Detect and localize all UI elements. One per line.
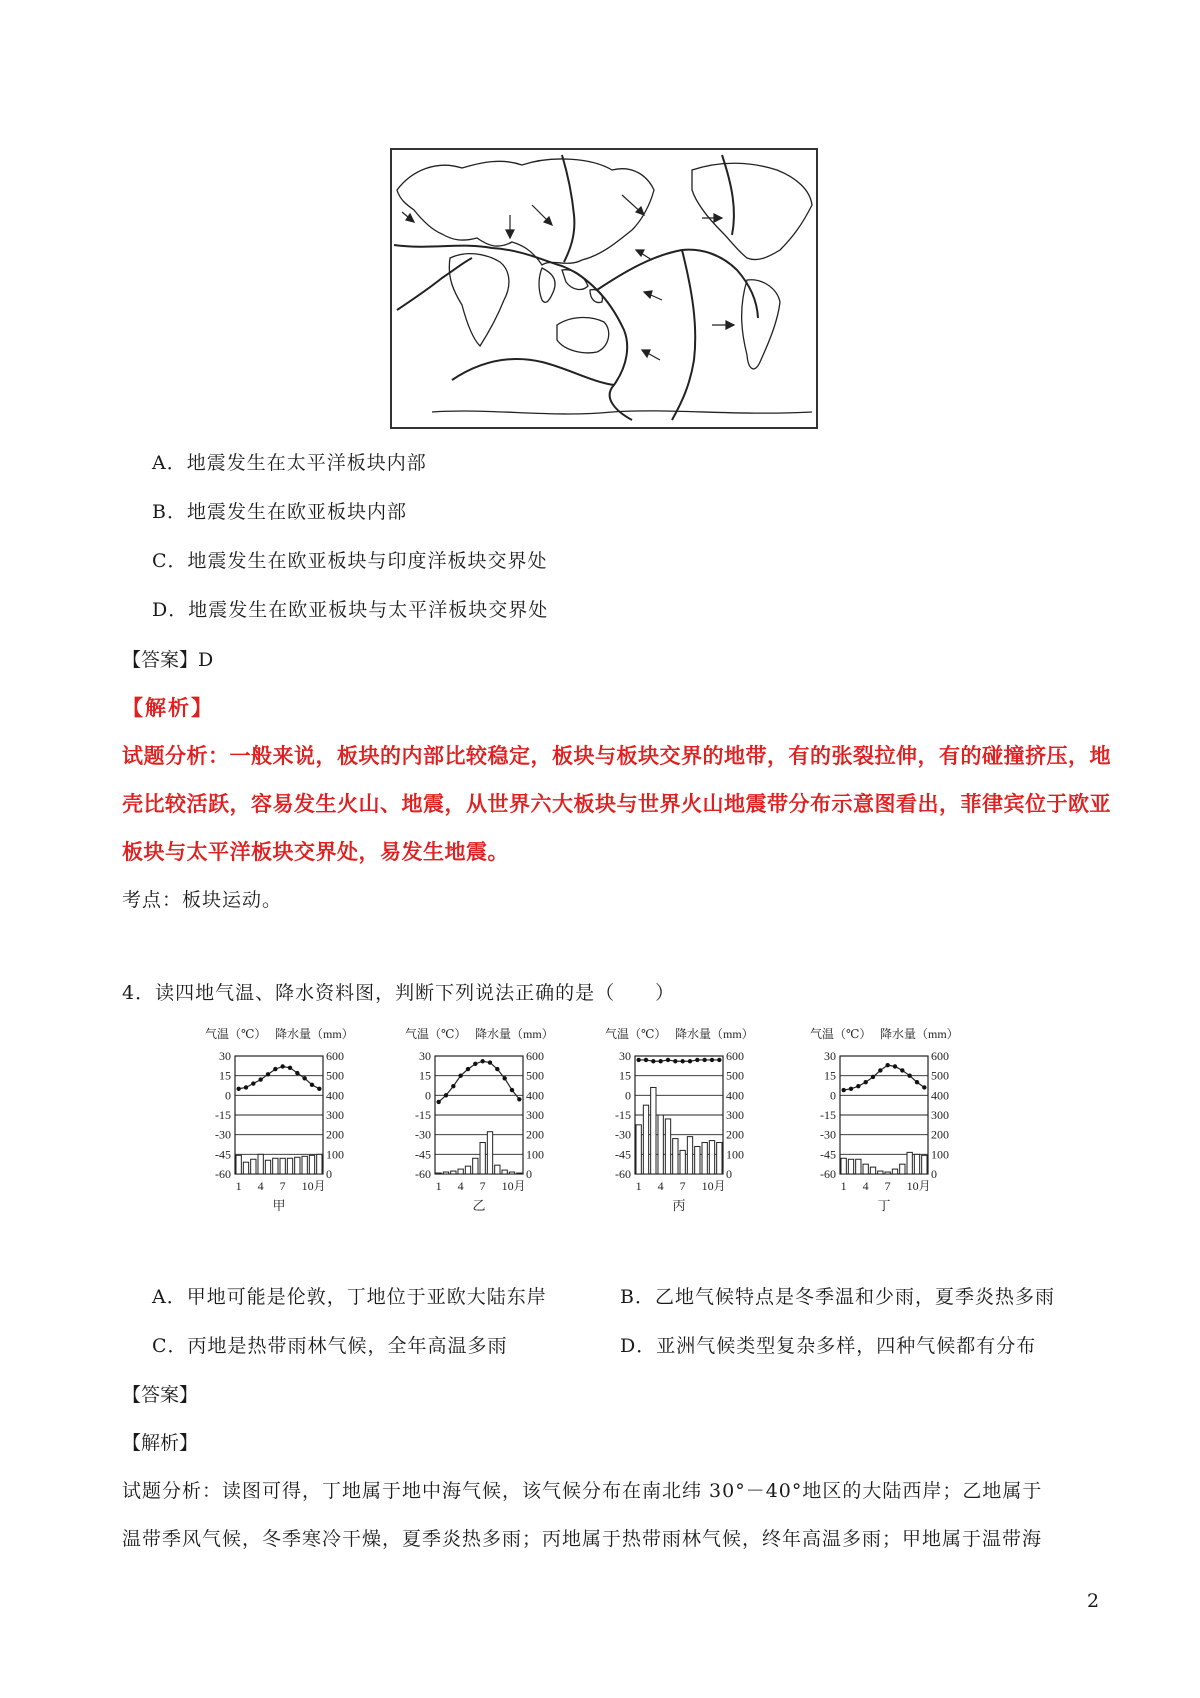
precipitation-bar <box>885 1172 890 1174</box>
month-tick-label: 10月 <box>501 1179 526 1193</box>
precipitation-bar <box>443 1172 448 1174</box>
temperature-point <box>885 1063 889 1067</box>
precipitation-bar <box>317 1154 322 1174</box>
temperature-point <box>302 1076 306 1080</box>
precipitation-bar <box>480 1143 485 1174</box>
q3-analysis-line-1: 试题分析：一般来说，板块的内部比较稳定，板块与板块交界的地带，有的张裂拉伸，有的碰撞挤压，地 <box>122 744 1111 768</box>
q4-analysis-line-1: 试题分析：读图可得，丁地属于地中海气候，该气候分布在南北纬 30°－40°地区的大陆西岸；乙地属于 <box>122 1480 1043 1502</box>
precipitation-bar <box>502 1170 507 1174</box>
temperature-tick-label: 0 <box>425 1088 431 1103</box>
temperature-tick-label: 0 <box>225 1088 231 1103</box>
temperature-tick-label: 15 <box>219 1068 231 1083</box>
temperature-line <box>239 1066 320 1088</box>
precipitation-bar <box>243 1162 248 1174</box>
temperature-point <box>244 1085 248 1089</box>
precipitation-bar <box>856 1159 861 1174</box>
precipitation-bar <box>878 1171 883 1174</box>
temperature-point <box>436 1100 440 1104</box>
chart-title: 乙 <box>472 1198 486 1213</box>
precipitation-bar <box>709 1141 714 1174</box>
precipitation-bar <box>665 1119 670 1174</box>
precipitation-tick-label: 400 <box>726 1088 744 1103</box>
month-tick-label: 4 <box>657 1179 664 1193</box>
temperature-axis-title: 气温（℃） <box>810 1027 872 1041</box>
temperature-tick-label: -60 <box>415 1167 431 1181</box>
precipitation-bar <box>265 1160 270 1174</box>
precipitation-bar <box>907 1152 912 1174</box>
temperature-point <box>495 1067 499 1071</box>
precipitation-bar <box>280 1158 285 1174</box>
temperature-tick-label: 15 <box>419 1068 431 1083</box>
temperature-tick-label: -45 <box>615 1147 631 1162</box>
temperature-tick-label: 0 <box>625 1088 631 1103</box>
temperature-point <box>680 1059 684 1063</box>
month-tick-label: 10月 <box>701 1179 726 1193</box>
q3-option-a: A．地震发生在太平洋板块内部 <box>152 452 427 474</box>
temperature-point <box>473 1062 477 1066</box>
q3-option-d: D．地震发生在欧亚板块与太平洋板块交界处 <box>152 599 549 621</box>
temperature-point <box>915 1080 919 1084</box>
temperature-point <box>841 1088 845 1092</box>
precipitation-tick-label: 500 <box>526 1068 544 1083</box>
temperature-tick-label: 30 <box>419 1049 431 1063</box>
precipitation-bar <box>643 1105 648 1174</box>
precipitation-bar <box>658 1115 663 1174</box>
temperature-point <box>717 1058 721 1062</box>
q3-analysis-line-3: 板块与太平洋板块交界处，易发生地震。 <box>122 840 509 864</box>
precipitation-tick-label: 300 <box>931 1108 949 1122</box>
precipitation-bar <box>287 1158 292 1174</box>
precipitation-tick-label: 100 <box>931 1147 949 1162</box>
precipitation-tick-label: 400 <box>931 1088 949 1103</box>
temperature-tick-label: 30 <box>619 1049 631 1063</box>
temperature-line <box>639 1060 720 1061</box>
temperature-axis-title: 气温（℃） <box>605 1027 667 1041</box>
q3-analysis-line-2: 壳比较活跃，容易发生火山、地震，从世界六大板块与世界火山地震带分布示意图看出，菲律宾位于欧亚 <box>122 792 1111 816</box>
precipitation-bar <box>848 1159 853 1174</box>
temperature-point <box>702 1058 706 1062</box>
q3-answer: 【答案】D <box>122 649 214 671</box>
temperature-point <box>893 1064 897 1068</box>
temperature-axis-title: 气温（℃） <box>405 1027 467 1041</box>
month-tick-label: 1 <box>840 1179 847 1193</box>
temperature-tick-label: 15 <box>824 1068 836 1083</box>
temperature-tick-label: -60 <box>615 1167 631 1181</box>
q4-option-c: C．丙地是热带雨林气候，全年高温多雨 <box>152 1335 508 1357</box>
precipitation-bar <box>900 1164 905 1174</box>
q4-analysis-line-2: 温带季风气候，冬季寒冷干燥，夏季炎热多雨；丙地属于热带雨林气候，终年高温多雨；甲地属于温带海 <box>122 1528 1043 1550</box>
precipitation-bar <box>717 1143 722 1174</box>
chart-title: 丁 <box>877 1198 891 1213</box>
month-tick-label: 7 <box>679 1179 686 1193</box>
temperature-tick-label: 30 <box>824 1049 836 1063</box>
temperature-axis-title: 气温（℃） <box>205 1027 267 1041</box>
temperature-point <box>666 1058 670 1062</box>
precipitation-tick-label: 300 <box>726 1108 744 1122</box>
temperature-point <box>258 1077 262 1081</box>
precipitation-bar <box>451 1171 456 1174</box>
q3-option-c: C．地震发生在欧亚板块与印度洋板块交界处 <box>152 550 548 572</box>
temperature-tick-label: -30 <box>820 1127 836 1142</box>
temperature-point <box>651 1059 655 1063</box>
precipitation-bar <box>870 1167 875 1174</box>
precipitation-bar <box>465 1166 470 1174</box>
temperature-point <box>266 1072 270 1076</box>
temperature-point <box>273 1067 277 1071</box>
precipitation-bar <box>687 1137 692 1174</box>
temperature-point <box>295 1071 299 1075</box>
precipitation-tick-label: 400 <box>326 1088 344 1103</box>
month-tick-label: 7 <box>279 1179 286 1193</box>
q4-option-b: B．乙地气候特点是冬季温和少雨，夏季炎热多雨 <box>620 1286 1055 1308</box>
temperature-point <box>863 1080 867 1084</box>
temperature-tick-label: -60 <box>215 1167 231 1181</box>
temperature-tick-label: -30 <box>415 1127 431 1142</box>
q4-option-a: A．甲地可能是伦敦，丁地位于亚欧大陆东岸 <box>152 1286 547 1308</box>
climate-chart-bing <box>605 1020 775 1229</box>
temperature-point <box>849 1087 853 1091</box>
precipitation-bar <box>295 1157 300 1174</box>
precipitation-tick-label: 500 <box>726 1068 744 1083</box>
q3-analysis-label: 【解析】 <box>122 696 214 720</box>
plate-map-figure <box>390 148 818 429</box>
precipitation-bar <box>473 1158 478 1174</box>
month-tick-label: 10月 <box>301 1179 326 1193</box>
temperature-point <box>688 1059 692 1063</box>
month-tick-label: 7 <box>479 1179 486 1193</box>
temperature-point <box>856 1084 860 1088</box>
precipitation-bar <box>695 1146 700 1174</box>
temperature-tick-label: -15 <box>820 1108 836 1122</box>
precipitation-tick-label: 100 <box>726 1147 744 1162</box>
temperature-line <box>439 1061 520 1102</box>
temperature-point <box>280 1064 284 1068</box>
temperature-point <box>658 1059 662 1063</box>
temperature-point <box>673 1059 677 1063</box>
temperature-tick-label: 0 <box>830 1088 836 1103</box>
temperature-tick-label: -15 <box>615 1108 631 1122</box>
precipitation-axis-title: 降水量（mm） <box>675 1027 754 1041</box>
precipitation-tick-label: 300 <box>326 1108 344 1122</box>
precipitation-tick-label: 0 <box>326 1167 332 1181</box>
month-tick-label: 1 <box>235 1179 242 1193</box>
temperature-point <box>502 1076 506 1080</box>
temperature-tick-label: -15 <box>215 1108 231 1122</box>
temperature-point <box>288 1066 292 1070</box>
temperature-tick-label: -45 <box>820 1147 836 1162</box>
precipitation-axis-title: 降水量（mm） <box>475 1027 554 1041</box>
precipitation-bar <box>251 1159 256 1174</box>
precipitation-bar <box>509 1172 514 1174</box>
precipitation-tick-label: 200 <box>726 1127 744 1142</box>
temperature-point <box>517 1097 521 1101</box>
precipitation-bar <box>273 1158 278 1174</box>
temperature-tick-label: 30 <box>219 1049 231 1063</box>
q4-option-d: D．亚洲气候类型复杂多样，四种气候都有分布 <box>620 1335 1037 1357</box>
precipitation-tick-label: 600 <box>726 1049 744 1063</box>
page-number: 2 <box>1087 1590 1100 1612</box>
climate-chart-jia <box>205 1020 375 1229</box>
temperature-point <box>644 1058 648 1062</box>
precipitation-axis-title: 降水量（mm） <box>880 1027 959 1041</box>
temperature-point <box>466 1067 470 1071</box>
precipitation-bar <box>436 1173 441 1174</box>
temperature-point <box>710 1058 714 1062</box>
precipitation-bar <box>495 1165 500 1174</box>
q3-option-b: B．地震发生在欧亚板块内部 <box>152 501 407 523</box>
precipitation-tick-label: 500 <box>931 1068 949 1083</box>
precipitation-bar <box>863 1164 868 1174</box>
chart-title: 丙 <box>672 1198 686 1213</box>
plate-map-illustration <box>392 150 816 427</box>
precipitation-bar <box>636 1125 641 1174</box>
precipitation-bar <box>673 1139 678 1174</box>
temperature-point <box>488 1060 492 1064</box>
precipitation-bar <box>309 1155 314 1174</box>
precipitation-bar <box>458 1169 463 1174</box>
precipitation-tick-label: 0 <box>931 1167 937 1181</box>
temperature-tick-label: 15 <box>619 1068 631 1083</box>
precipitation-bar <box>841 1158 846 1174</box>
precipitation-tick-label: 200 <box>526 1127 544 1142</box>
precipitation-bar <box>651 1087 656 1174</box>
temperature-point <box>922 1085 926 1089</box>
precipitation-bar <box>680 1150 685 1174</box>
precipitation-tick-label: 300 <box>526 1108 544 1122</box>
temperature-tick-label: -30 <box>215 1127 231 1142</box>
temperature-point <box>317 1087 321 1091</box>
temperature-tick-label: -45 <box>415 1147 431 1162</box>
temperature-point <box>871 1075 875 1079</box>
temperature-tick-label: -30 <box>615 1127 631 1142</box>
precipitation-bar <box>702 1143 707 1174</box>
precipitation-tick-label: 0 <box>726 1167 732 1181</box>
temperature-point <box>451 1084 455 1088</box>
temperature-point <box>251 1081 255 1085</box>
precipitation-bar <box>517 1173 522 1174</box>
temperature-point <box>444 1093 448 1097</box>
month-tick-label: 1 <box>435 1179 442 1193</box>
precipitation-tick-label: 200 <box>326 1127 344 1142</box>
q3-kaodian: 考点：板块运动。 <box>122 889 283 911</box>
precipitation-bar <box>302 1156 307 1174</box>
temperature-point <box>236 1087 240 1091</box>
precipitation-tick-label: 500 <box>326 1068 344 1083</box>
month-tick-label: 10月 <box>906 1179 931 1193</box>
temperature-point <box>510 1088 514 1092</box>
precipitation-bar <box>914 1154 919 1174</box>
precipitation-tick-label: 600 <box>931 1049 949 1063</box>
precipitation-bar <box>258 1154 263 1174</box>
q4-answer: 【答案】 <box>122 1384 199 1406</box>
temperature-point <box>636 1058 640 1062</box>
month-tick-label: 7 <box>884 1179 891 1193</box>
precipitation-tick-label: 400 <box>526 1088 544 1103</box>
q4-stem: 4．读四地气温、降水资料图，判断下列说法正确的是（ ） <box>122 982 676 1004</box>
temperature-tick-label: -45 <box>215 1147 231 1162</box>
precipitation-axis-title: 降水量（mm） <box>275 1027 354 1041</box>
temperature-tick-label: -15 <box>415 1108 431 1122</box>
precipitation-tick-label: 200 <box>931 1127 949 1142</box>
month-tick-label: 4 <box>862 1179 869 1193</box>
precipitation-tick-label: 600 <box>526 1049 544 1063</box>
precipitation-tick-label: 0 <box>526 1167 532 1181</box>
temperature-point <box>480 1059 484 1063</box>
climate-chart-ding <box>810 1020 980 1229</box>
precipitation-bar <box>487 1132 492 1174</box>
precipitation-tick-label: 600 <box>326 1049 344 1063</box>
temperature-point <box>878 1068 882 1072</box>
month-tick-label: 1 <box>635 1179 642 1193</box>
temperature-line <box>844 1065 925 1090</box>
q4-analysis-label: 【解析】 <box>122 1432 199 1454</box>
temperature-point <box>310 1083 314 1087</box>
temperature-point <box>907 1073 911 1077</box>
temperature-tick-label: -60 <box>820 1167 836 1181</box>
precipitation-tick-label: 100 <box>326 1147 344 1162</box>
chart-title: 甲 <box>272 1198 286 1213</box>
precipitation-tick-label: 100 <box>526 1147 544 1162</box>
climate-chart-yi <box>405 1020 575 1229</box>
precipitation-bar <box>922 1155 927 1174</box>
temperature-point <box>458 1073 462 1077</box>
temperature-point <box>695 1058 699 1062</box>
precipitation-bar <box>236 1155 241 1174</box>
month-tick-label: 4 <box>257 1179 264 1193</box>
temperature-point <box>900 1068 904 1072</box>
precipitation-bar <box>892 1169 897 1174</box>
month-tick-label: 4 <box>457 1179 464 1193</box>
